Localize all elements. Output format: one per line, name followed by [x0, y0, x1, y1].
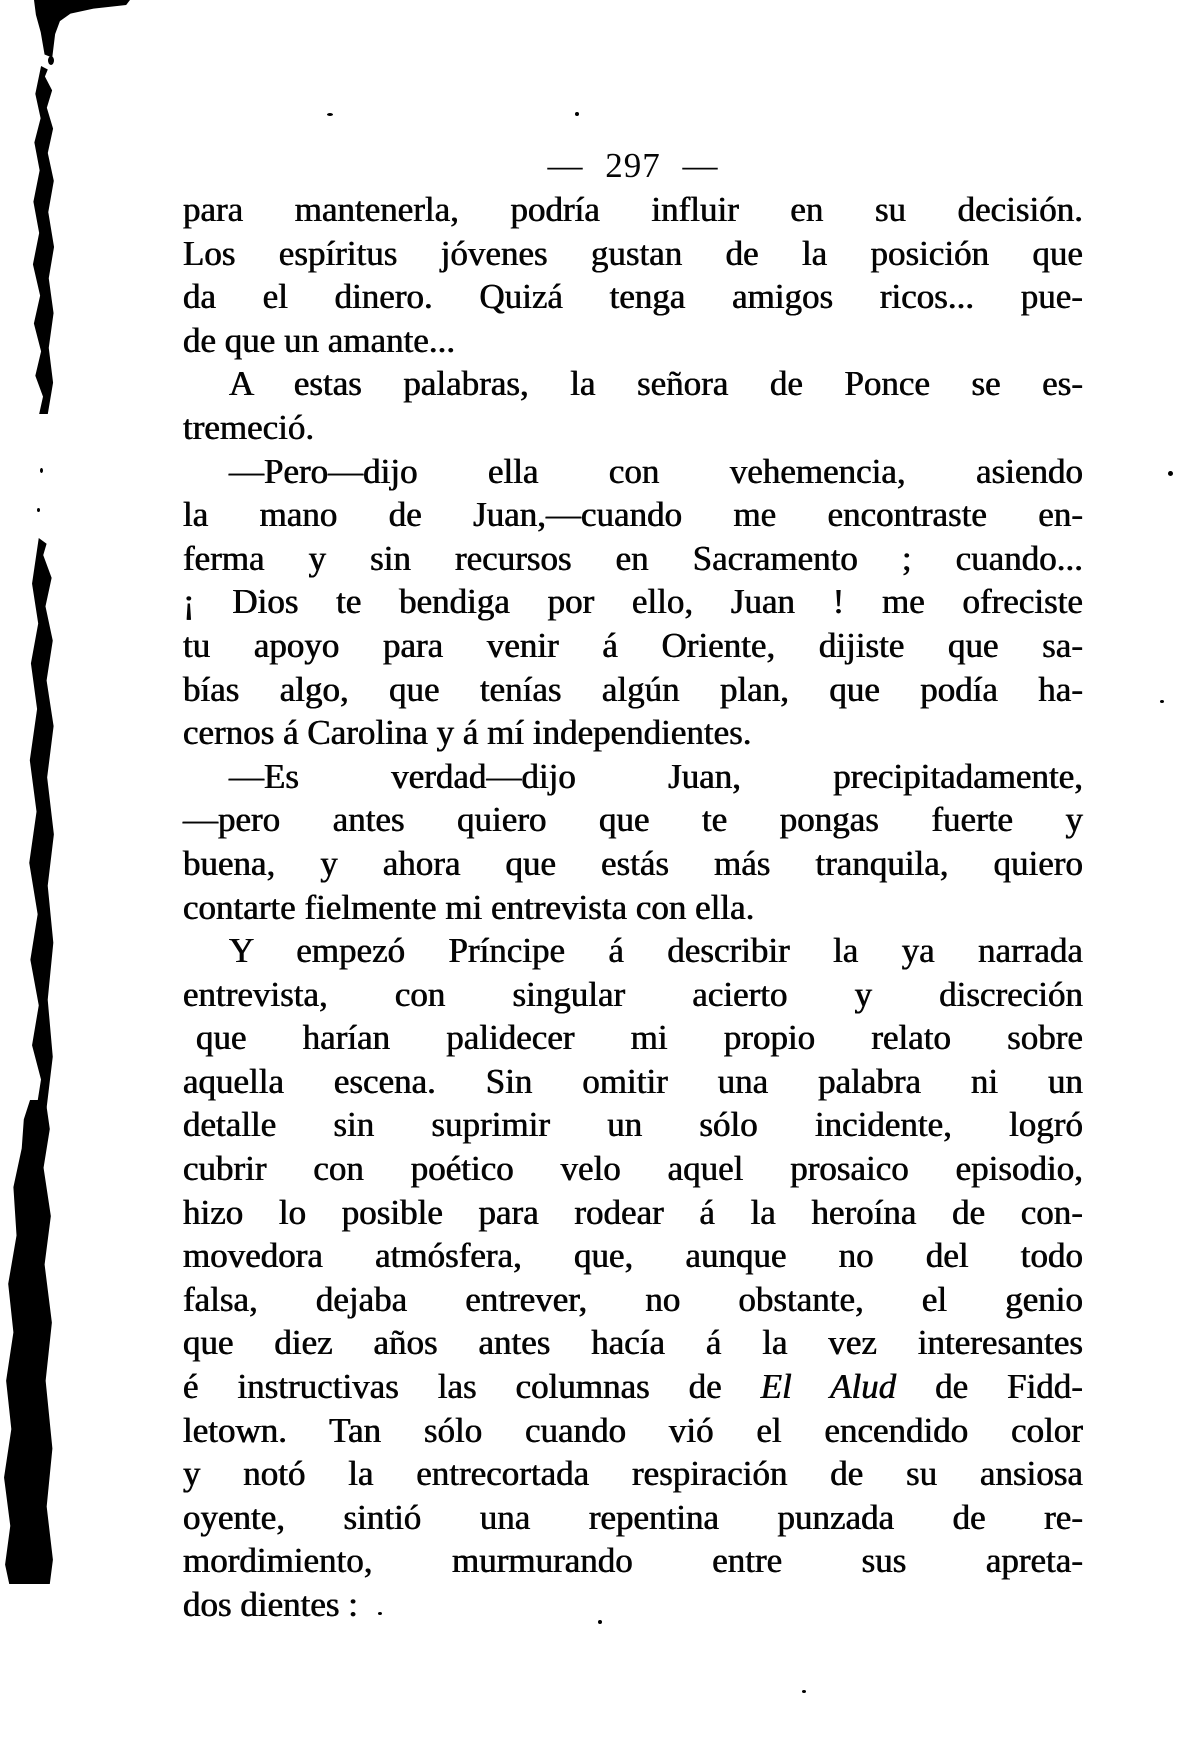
text-run: letown. Tan sólo cuando vió el encendido color	[183, 1410, 1083, 1450]
text-line	[183, 450, 1083, 494]
text-line	[183, 580, 1083, 624]
text-run: Los espíritus jóvenes gustan de la posición que	[183, 233, 1083, 273]
italic-text-run: El Alud	[760, 1367, 897, 1407]
text-line	[183, 973, 1083, 1017]
text-run: —Es verdad—dijo Juan, precipitadamente,	[229, 756, 1083, 796]
text-line	[183, 624, 1083, 668]
scan-speck	[48, 56, 54, 65]
body-text	[183, 188, 1083, 1627]
text-line	[183, 929, 1083, 973]
text-run: cubrir con poético velo aquel prosaico episodio,	[183, 1149, 1083, 1189]
scan-speck	[575, 112, 579, 116]
text-run: tremeció.	[183, 407, 315, 447]
text-run: hizo lo posible para rodear á la heroína de con-	[183, 1192, 1083, 1232]
text-run: aquella escena. Sin omitir una palabra ni un	[183, 1061, 1083, 1101]
text-run: dos dientes :	[183, 1585, 358, 1624]
text-run: ¡ Dios te bendiga por ello, Juan ! me ofreciste	[183, 582, 1083, 622]
text-line	[183, 668, 1083, 712]
text-line	[183, 1583, 1083, 1627]
text-run: Y empezó Príncipe á describir la ya narrada	[229, 931, 1083, 971]
text-line	[183, 1539, 1083, 1583]
text-line	[183, 1365, 1083, 1409]
text-line	[183, 886, 1083, 930]
text-line	[183, 275, 1083, 319]
scan-speck	[1168, 471, 1173, 476]
text-run: la mano de Juan,—cuando me encontraste en-	[183, 495, 1083, 535]
text-line	[183, 1278, 1083, 1322]
scan-binding-strip	[27, 538, 55, 1108]
text-line	[183, 1321, 1083, 1365]
text-run: é instructivas las columnas de	[183, 1367, 761, 1407]
text-line	[183, 755, 1083, 799]
text-line	[183, 537, 1083, 581]
text-line	[183, 493, 1083, 537]
text-line	[183, 1496, 1083, 1540]
text-run: —Pero—dijo ella con vehemencia, asiendo	[229, 451, 1083, 491]
text-run: de que un amante...	[183, 320, 456, 360]
scan-binding-strip	[3, 1100, 55, 1584]
text-run: que diez años antes hacía á la vez interesantes	[183, 1323, 1083, 1363]
text-line	[183, 1234, 1083, 1278]
text-run: ferma y sin recursos en Sacramento ; cuando...	[183, 538, 1083, 578]
text-line	[183, 1409, 1083, 1453]
text-line	[183, 188, 1083, 232]
text-run: que harían palidecer mi propio relato sobre	[196, 1018, 1083, 1058]
scan-speck	[37, 508, 40, 512]
text-run: da el dinero. Quizá tenga amigos ricos... pue-	[183, 277, 1083, 317]
scan-speck	[1160, 700, 1164, 703]
text-line	[183, 362, 1083, 406]
text-run: movedora atmósfera, que, aunque no del todo	[183, 1236, 1083, 1276]
text-line	[183, 842, 1083, 886]
scan-speck	[802, 1690, 806, 1693]
text-run: tu apoyo para venir á Oriente, dijiste que sa-	[183, 625, 1083, 665]
text-line	[183, 319, 1083, 363]
text-run: detalle sin suprimir un sólo incidente, logró	[183, 1105, 1083, 1145]
scan-speck	[327, 113, 333, 116]
text-run: falsa, dejaba entrever, no obstante, el genio	[183, 1279, 1083, 1319]
text-run: mordimiento, murmurando entre sus apreta-	[183, 1541, 1083, 1581]
scan-binding-wedge	[34, 0, 130, 62]
text-line	[183, 406, 1083, 450]
text-line	[183, 1103, 1083, 1147]
text-run: contarte fielmente mi entrevista con ella.	[183, 887, 755, 927]
text-line	[183, 1016, 1083, 1060]
text-line	[183, 1147, 1083, 1191]
text-run: cernos á Carolina y á mí independientes.	[183, 713, 752, 753]
text-line	[183, 1060, 1083, 1104]
text-run: oyente, sintió una repentina punzada de re-	[183, 1497, 1083, 1537]
text-line	[183, 711, 1083, 755]
text-run: de Fidd-	[896, 1367, 1083, 1407]
text-run: buena, y ahora que estás más tranquila, quiero	[183, 843, 1083, 883]
text-line	[183, 1191, 1083, 1235]
text-run: —pero antes quiero que te pongas fuerte y	[183, 800, 1083, 840]
text-run: y notó la entrecortada respiración de su ansiosa	[183, 1454, 1083, 1494]
scan-binding-strip	[31, 66, 55, 414]
text-line	[183, 798, 1083, 842]
page-number: — 297 —	[547, 146, 719, 185]
text-run: A estas palabras, la señora de Ponce se es-	[229, 364, 1083, 404]
text-run: entrevista, con singular acierto y discreción	[183, 974, 1083, 1014]
text-run: bías algo, que tenías algún plan, que podía ha-	[183, 669, 1083, 709]
scan-speck	[40, 468, 43, 473]
text-run: para mantenerla, podría influir en su decisión.	[183, 190, 1083, 229]
text-line	[183, 232, 1083, 276]
text-line	[183, 1452, 1083, 1496]
